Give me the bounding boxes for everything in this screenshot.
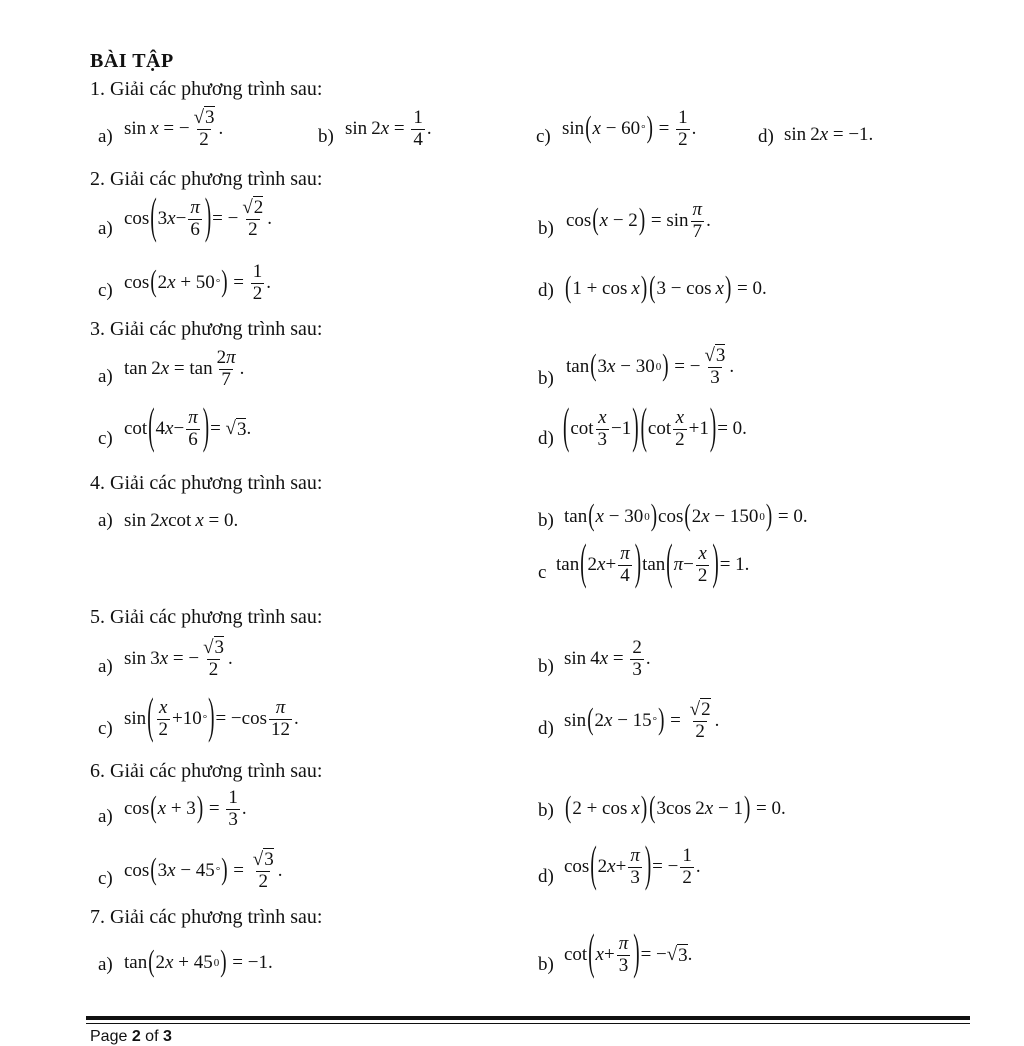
equation-1a: sin x = − $\frac{√3}{2}$ . — [124, 107, 224, 150]
equation-5a: sin 3 x = − $\frac{√3}{2}$ . — [124, 637, 233, 680]
equation-2d: ( 1 + cos x ) ( 3 − cos x ) = 0. — [565, 271, 767, 305]
exercise-5-heading: 5. Giải các phương trình sau: — [90, 606, 323, 628]
label-6d: d) — [538, 866, 554, 887]
equation-7b: cot ( x + $\frac{\pi}{3}$ ) = −√ 3 . — [564, 926, 693, 982]
footer-middle: of — [140, 1028, 163, 1045]
footer-current-page: 2 — [131, 1028, 141, 1045]
label-6a: a) — [98, 806, 113, 827]
label-2d: d) — [538, 280, 554, 301]
label-3a: a) — [98, 366, 113, 387]
equation-4b: tan ( x − 30 0 ) cos ( 2 x − 150 0 ) = 0. — [564, 499, 808, 533]
label-5c: c) — [98, 718, 113, 739]
page-title: BÀI TẬP — [90, 50, 174, 72]
equation-2c: cos ( 2 x + 50 ° ) = $\frac{1}{2}$ . — [124, 261, 272, 304]
label-1a: a) — [98, 126, 113, 147]
footer-prefix: Page — [90, 1028, 132, 1045]
equation-7a: tan ( 2 x + 45 0 ) = −1. — [124, 945, 273, 979]
label-2b: b) — [538, 218, 554, 239]
footer-total-pages: 3 — [162, 1028, 172, 1045]
exercise-1-heading: 1. Giải các phương trình sau: — [90, 78, 323, 100]
label-7b: b) — [538, 954, 554, 975]
equation-5c: sin ( $\frac{x}{2}$ +10 ° ) = −cos $\frac{\pi}{12}$ . — [124, 690, 299, 746]
label-4b: b) — [538, 510, 554, 531]
equation-2b: cos ( x − 2 ) = sin $\frac{\pi}{7}$ . — [566, 199, 711, 242]
label-1c: c) — [536, 126, 551, 147]
equation-1b: sin 2 x = $\frac{1}{4}$ . — [345, 107, 432, 150]
equation-3c: cot ( 4 x − $\frac{\pi}{6}$ ) = √ 3 . — [124, 400, 252, 456]
equation-4a: sin 2 x cot x = 0. — [124, 510, 239, 531]
label-2c: c) — [98, 280, 113, 301]
exercise-4-heading: 4. Giải các phương trình sau: — [90, 472, 323, 494]
equation-3b: tan ( 3 x − 30 0 ) = − $\frac{√3}{3}$ . — [566, 345, 735, 388]
equation-2a: cos ( 3 x − $\frac{\pi}{6}$ ) = − $\frac{√2}{2}$ . — [124, 190, 273, 246]
equation-6c: cos ( 3 x − 45 ° ) = $\frac{√3}{2}$ . — [124, 849, 283, 892]
label-5a: a) — [98, 656, 113, 677]
footer-rule-thin — [86, 1023, 970, 1024]
equation-3a: tan 2 x = tan $\frac{2\pi}{7}$ . — [124, 347, 245, 390]
label-1b: b) — [318, 126, 334, 147]
label-5b: b) — [538, 656, 554, 677]
label-3c: c) — [98, 428, 113, 449]
footer-rule-thick — [86, 1016, 970, 1020]
label-2a: a) — [98, 218, 113, 239]
exercise-6-heading: 6. Giải các phương trình sau: — [90, 760, 323, 782]
label-5d: d) — [538, 718, 554, 739]
label-6c: c) — [98, 868, 113, 889]
equation-6a: cos ( x + 3 ) = $\frac{1}{3}$ . — [124, 787, 247, 830]
exercise-3-heading: 3. Giải các phương trình sau: — [90, 318, 323, 340]
equation-4c: tan ( 2 x + $\frac{\pi}{4}$ ) tan ( π − $\frac{x}{2}$ ) = 1. — [556, 536, 750, 592]
equation-5d: sin ( 2 x − 15 ° ) = $\frac{√2}{2}$ . — [564, 699, 720, 742]
label-4c: c — [538, 562, 547, 583]
exercise-2-heading: 2. Giải các phương trình sau: — [90, 168, 323, 190]
equation-1c: sin ( x − 60 ° ) = $\frac{1}{2}$ . — [562, 107, 697, 150]
label-3d: d) — [538, 428, 554, 449]
equation-3d: ( cot $\frac{x}{3}$ −1 ) ( cot $\frac{x}{2}$ +1 ) = 0. — [563, 400, 747, 456]
label-6b: b) — [538, 800, 554, 821]
equation-5b: sin 4 x = $\frac{2}{3}$ . — [564, 637, 651, 680]
equation-6d: cos ( 2 x + $\frac{\pi}{3}$ ) = − $\frac{1}{2}$ . — [564, 838, 701, 894]
label-3b: b) — [538, 368, 554, 389]
label-7a: a) — [98, 954, 113, 975]
equation-1d: sin 2 x = −1. — [784, 124, 874, 145]
page-footer — [90, 1028, 172, 1046]
exercise-7-heading: 7. Giải các phương trình sau: — [90, 906, 323, 928]
label-4a: a) — [98, 510, 113, 531]
label-1d: d) — [758, 126, 774, 147]
equation-6b: ( 2 + cos x ) ( 3cos 2 x − 1 ) = 0. — [565, 791, 786, 825]
